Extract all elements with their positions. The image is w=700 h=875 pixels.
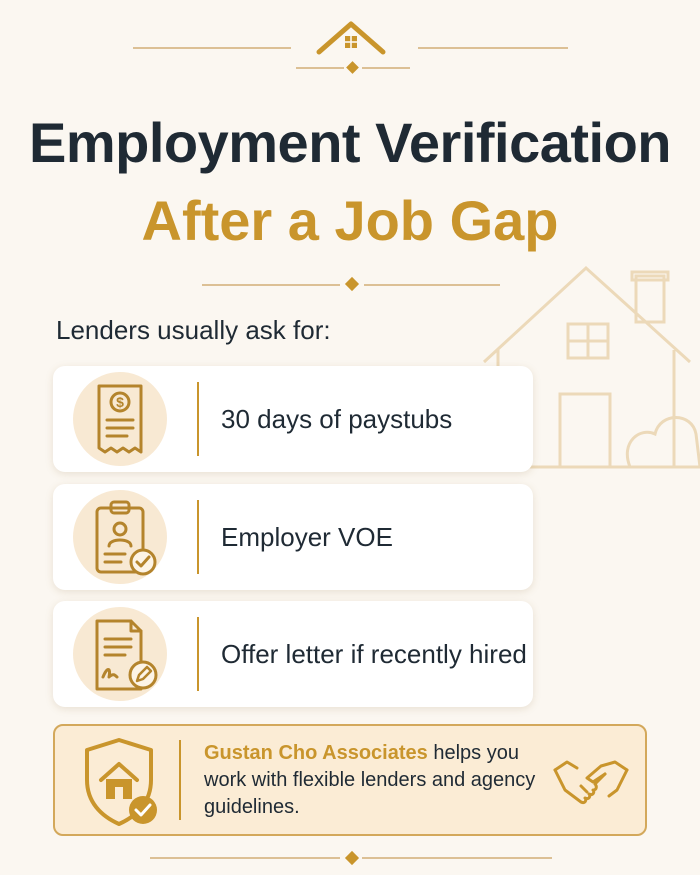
title-diamond xyxy=(345,277,359,291)
lenders-ask-heading: Lenders usually ask for: xyxy=(56,315,331,345)
card-separator xyxy=(197,500,199,574)
clipboard-check-icon xyxy=(81,496,165,580)
requirement-label: Offer letter if recently hired xyxy=(221,639,527,669)
shield-house-icon xyxy=(81,736,163,828)
bottom-divider-right xyxy=(362,857,552,859)
title-divider-left xyxy=(202,284,340,286)
house-logo-icon xyxy=(315,18,387,58)
banner-separator xyxy=(179,740,181,820)
banner-text xyxy=(204,740,544,821)
handshake-icon xyxy=(551,752,631,812)
bottom-divider-left xyxy=(150,857,340,859)
banner-description: helps you work with flexible lenders and agency guidelines. xyxy=(204,742,536,818)
top-divider-right xyxy=(418,47,568,49)
brand-name: Gustan Cho Associates xyxy=(204,742,428,764)
requirement-card-paystubs xyxy=(53,366,533,472)
requirement-label: Employer VOE xyxy=(221,522,393,552)
svg-text:$: $ xyxy=(116,394,124,410)
requirement-label: 30 days of paystubs xyxy=(221,404,453,434)
signed-letter-icon xyxy=(81,613,165,697)
card-separator xyxy=(197,382,199,456)
top-small-line-left xyxy=(296,67,344,69)
bottom-diamond xyxy=(345,851,359,865)
card-separator xyxy=(197,617,199,691)
page-title-line2: After a Job Gap xyxy=(141,189,559,252)
top-small-line-right xyxy=(362,67,410,69)
top-divider-left xyxy=(133,47,291,49)
requirement-card-voe xyxy=(53,484,533,590)
paystub-receipt-icon xyxy=(81,378,161,460)
requirement-card-offer-letter xyxy=(53,601,533,707)
gustan-cho-banner xyxy=(53,724,647,836)
page-title-line1: Employment Verification xyxy=(29,111,671,174)
top-diamond xyxy=(346,61,359,74)
